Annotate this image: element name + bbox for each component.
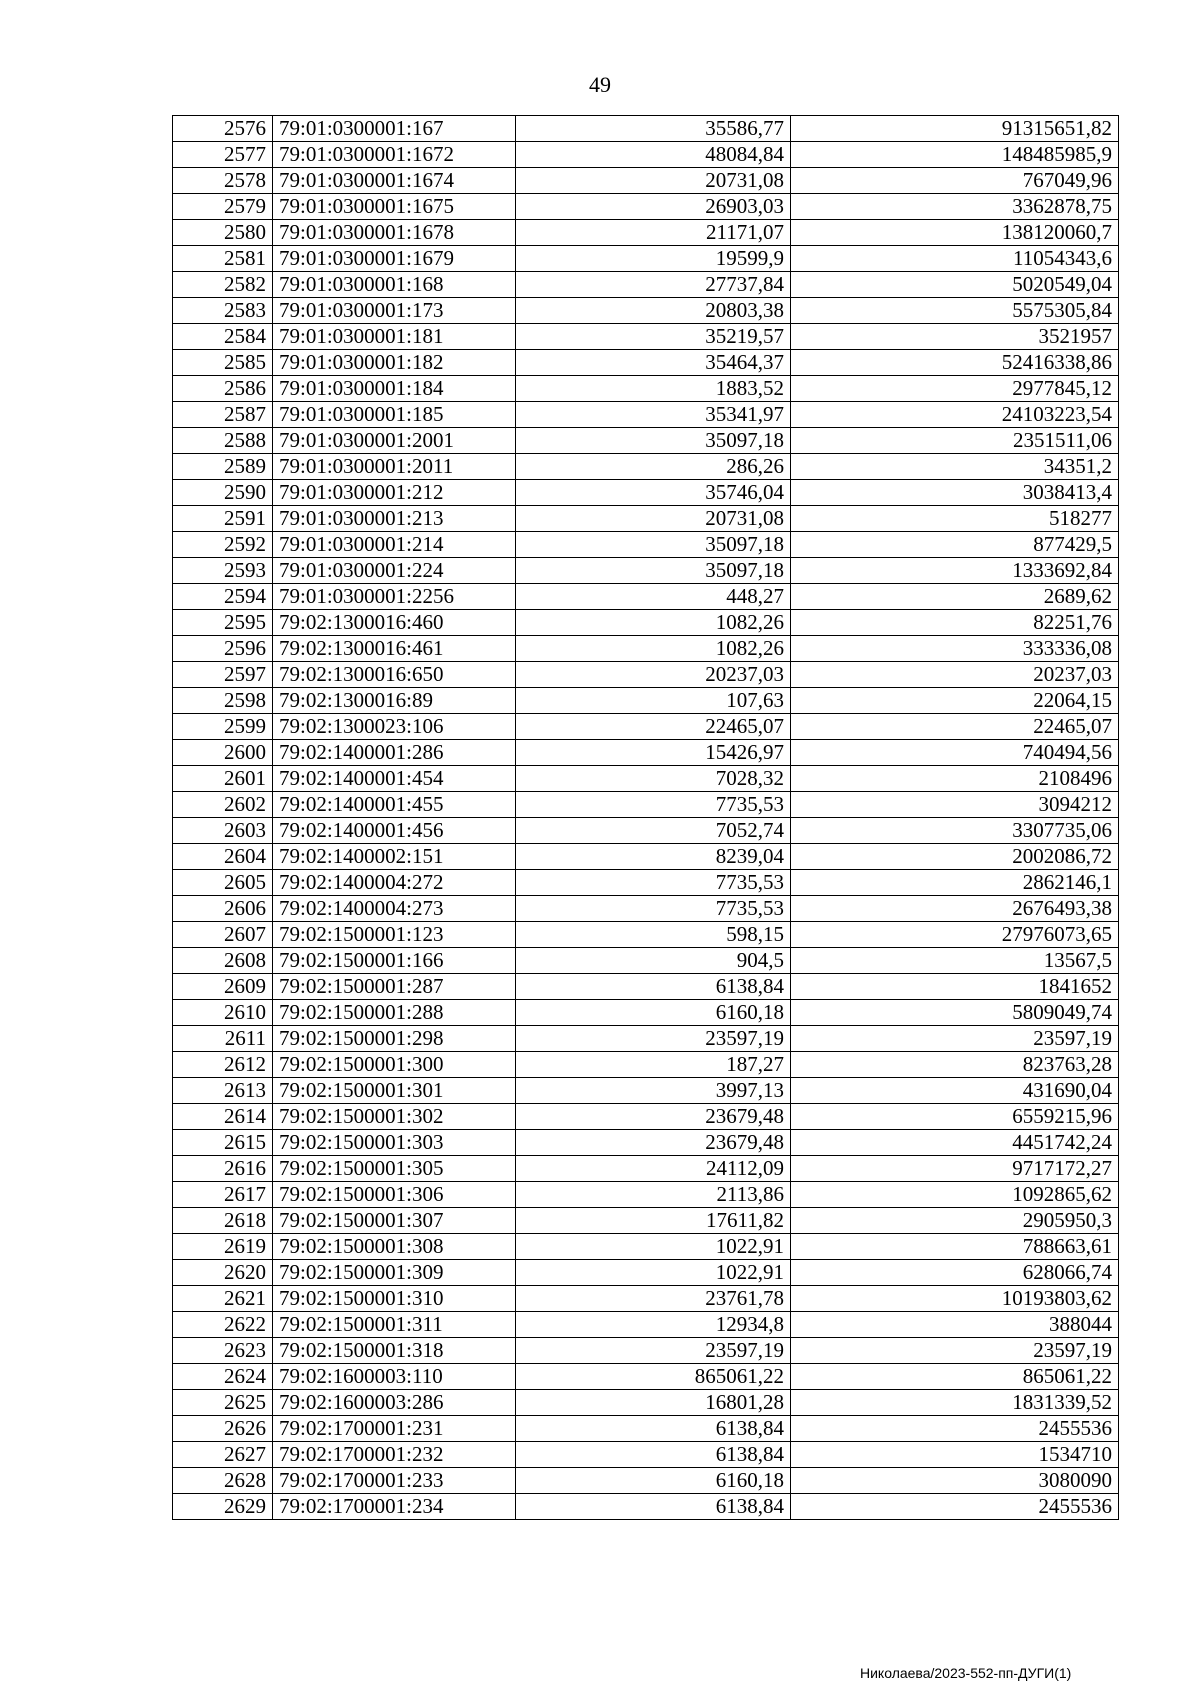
- table-row: [173, 818, 1119, 844]
- area-cell: 6138,84: [516, 1494, 791, 1520]
- row-number-cell: 2609: [173, 974, 273, 1000]
- area-cell: 6160,18: [516, 1468, 791, 1494]
- area-cell: 35097,18: [516, 558, 791, 584]
- area-cell: 2113,86: [516, 1182, 791, 1208]
- row-number-cell: 2593: [173, 558, 273, 584]
- area-cell: 22465,07: [516, 714, 791, 740]
- area-cell: 286,26: [516, 454, 791, 480]
- value-cell: 2351511,06: [791, 428, 1119, 454]
- row-number-cell: 2583: [173, 298, 273, 324]
- row-number-cell: 2626: [173, 1416, 273, 1442]
- cadastral-number-cell: 79:02:1500001:287: [273, 974, 516, 1000]
- area-cell: 21171,07: [516, 220, 791, 246]
- table-row: [173, 506, 1119, 532]
- table-row: [173, 662, 1119, 688]
- cadastral-number-cell: 79:02:1600003:110: [273, 1364, 516, 1390]
- cadastral-number-cell: 79:02:1600003:286: [273, 1390, 516, 1416]
- table-row: [173, 766, 1119, 792]
- table-row: [173, 116, 1119, 142]
- area-cell: 1082,26: [516, 610, 791, 636]
- cadastral-number-cell: 79:01:0300001:167: [273, 116, 516, 142]
- value-cell: 1333692,84: [791, 558, 1119, 584]
- document-footer: Николаева/2023-552-пп-ДУГИ(1): [860, 1665, 1072, 1681]
- area-cell: 35586,77: [516, 116, 791, 142]
- cadastral-number-cell: 79:02:1500001:310: [273, 1286, 516, 1312]
- row-number-cell: 2591: [173, 506, 273, 532]
- table-row: [173, 402, 1119, 428]
- cadastral-number-cell: 79:02:1700001:232: [273, 1442, 516, 1468]
- row-number-cell: 2604: [173, 844, 273, 870]
- cadastral-number-cell: 79:01:0300001:212: [273, 480, 516, 506]
- row-number-cell: 2623: [173, 1338, 273, 1364]
- cadastral-number-cell: 79:01:0300001:213: [273, 506, 516, 532]
- value-cell: 5809049,74: [791, 1000, 1119, 1026]
- table-row: [173, 1156, 1119, 1182]
- table-row: [173, 532, 1119, 558]
- value-cell: 2002086,72: [791, 844, 1119, 870]
- area-cell: 7028,32: [516, 766, 791, 792]
- cadastral-number-cell: 79:02:1400001:286: [273, 740, 516, 766]
- table-row: [173, 558, 1119, 584]
- cadastral-number-cell: 79:02:1700001:231: [273, 1416, 516, 1442]
- table-row: [173, 948, 1119, 974]
- value-cell: 388044: [791, 1312, 1119, 1338]
- table-row: [173, 1208, 1119, 1234]
- row-number-cell: 2597: [173, 662, 273, 688]
- value-cell: 5575305,84: [791, 298, 1119, 324]
- value-cell: 22064,15: [791, 688, 1119, 714]
- value-cell: 4451742,24: [791, 1130, 1119, 1156]
- cadastral-number-cell: 79:02:1400002:151: [273, 844, 516, 870]
- area-cell: 23597,19: [516, 1338, 791, 1364]
- row-number-cell: 2617: [173, 1182, 273, 1208]
- area-cell: 1082,26: [516, 636, 791, 662]
- value-cell: 2676493,38: [791, 896, 1119, 922]
- table-row: [173, 1026, 1119, 1052]
- area-cell: 448,27: [516, 584, 791, 610]
- area-cell: 20237,03: [516, 662, 791, 688]
- table-row: [173, 740, 1119, 766]
- cadastral-number-cell: 79:01:0300001:1672: [273, 142, 516, 168]
- area-cell: 865061,22: [516, 1364, 791, 1390]
- table-row: [173, 480, 1119, 506]
- table-row: [173, 376, 1119, 402]
- area-cell: 17611,82: [516, 1208, 791, 1234]
- table-row: [173, 974, 1119, 1000]
- row-number-cell: 2577: [173, 142, 273, 168]
- table-row: [173, 870, 1119, 896]
- cadastral-number-cell: 79:02:1500001:166: [273, 948, 516, 974]
- value-cell: 82251,76: [791, 610, 1119, 636]
- value-cell: 431690,04: [791, 1078, 1119, 1104]
- area-cell: 23679,48: [516, 1104, 791, 1130]
- cadastral-number-cell: 79:02:1400001:456: [273, 818, 516, 844]
- area-cell: 904,5: [516, 948, 791, 974]
- value-cell: 23597,19: [791, 1338, 1119, 1364]
- area-cell: 15426,97: [516, 740, 791, 766]
- cadastral-number-cell: 79:01:0300001:2011: [273, 454, 516, 480]
- value-cell: 138120060,7: [791, 220, 1119, 246]
- area-cell: 20803,38: [516, 298, 791, 324]
- area-cell: 35219,57: [516, 324, 791, 350]
- page-number: 49: [589, 72, 611, 97]
- cadastral-number-cell: 79:01:0300001:224: [273, 558, 516, 584]
- table-row: [173, 194, 1119, 220]
- table-row: [173, 1494, 1119, 1520]
- table-row: [173, 1364, 1119, 1390]
- cadastral-number-cell: 79:01:0300001:1674: [273, 168, 516, 194]
- row-number-cell: 2599: [173, 714, 273, 740]
- cadastral-number-cell: 79:02:1300016:460: [273, 610, 516, 636]
- cadastral-number-cell: 79:02:1500001:288: [273, 1000, 516, 1026]
- area-cell: 7735,53: [516, 870, 791, 896]
- row-number-cell: 2595: [173, 610, 273, 636]
- area-cell: 16801,28: [516, 1390, 791, 1416]
- row-number-cell: 2625: [173, 1390, 273, 1416]
- row-number-cell: 2603: [173, 818, 273, 844]
- row-number-cell: 2601: [173, 766, 273, 792]
- value-cell: 1831339,52: [791, 1390, 1119, 1416]
- cadastral-number-cell: 79:02:1500001:123: [273, 922, 516, 948]
- table-row: [173, 220, 1119, 246]
- cadastral-number-cell: 79:01:0300001:181: [273, 324, 516, 350]
- cadastral-number-cell: 79:02:1400004:272: [273, 870, 516, 896]
- area-cell: 20731,08: [516, 506, 791, 532]
- row-number-cell: 2600: [173, 740, 273, 766]
- row-number-cell: 2620: [173, 1260, 273, 1286]
- table-row: [173, 792, 1119, 818]
- row-number-cell: 2611: [173, 1026, 273, 1052]
- value-cell: 22465,07: [791, 714, 1119, 740]
- row-number-cell: 2579: [173, 194, 273, 220]
- value-cell: 9717172,27: [791, 1156, 1119, 1182]
- row-number-cell: 2619: [173, 1234, 273, 1260]
- table-row: [173, 1130, 1119, 1156]
- value-cell: 767049,96: [791, 168, 1119, 194]
- row-number-cell: 2598: [173, 688, 273, 714]
- cadastral-number-cell: 79:02:1300016:89: [273, 688, 516, 714]
- cadastral-number-cell: 79:02:1500001:309: [273, 1260, 516, 1286]
- cadastral-number-cell: 79:02:1300023:106: [273, 714, 516, 740]
- row-number-cell: 2588: [173, 428, 273, 454]
- row-number-cell: 2592: [173, 532, 273, 558]
- table-row: [173, 1286, 1119, 1312]
- cadastral-number-cell: 79:02:1500001:300: [273, 1052, 516, 1078]
- cadastral-number-cell: 79:01:0300001:168: [273, 272, 516, 298]
- value-cell: 52416338,86: [791, 350, 1119, 376]
- value-cell: 6559215,96: [791, 1104, 1119, 1130]
- value-cell: 91315651,82: [791, 116, 1119, 142]
- cadastral-number-cell: 79:02:1500001:305: [273, 1156, 516, 1182]
- table-row: [173, 1078, 1119, 1104]
- cadastral-number-cell: 79:01:0300001:2001: [273, 428, 516, 454]
- row-number-cell: 2582: [173, 272, 273, 298]
- area-cell: 1883,52: [516, 376, 791, 402]
- value-cell: 23597,19: [791, 1026, 1119, 1052]
- value-cell: 10193803,62: [791, 1286, 1119, 1312]
- row-number-cell: 2614: [173, 1104, 273, 1130]
- cadastral-number-cell: 79:01:0300001:1678: [273, 220, 516, 246]
- row-number-cell: 2605: [173, 870, 273, 896]
- area-cell: 27737,84: [516, 272, 791, 298]
- cadastral-number-cell: 79:01:0300001:2256: [273, 584, 516, 610]
- cadastral-number-cell: 79:02:1400004:273: [273, 896, 516, 922]
- cadastral-number-cell: 79:02:1300016:461: [273, 636, 516, 662]
- table-row: [173, 272, 1119, 298]
- area-cell: 12934,8: [516, 1312, 791, 1338]
- table-row: [173, 1338, 1119, 1364]
- table-row: [173, 298, 1119, 324]
- area-cell: 1022,91: [516, 1260, 791, 1286]
- cadastral-number-cell: 79:01:0300001:173: [273, 298, 516, 324]
- row-number-cell: 2615: [173, 1130, 273, 1156]
- cadastral-number-cell: 79:01:0300001:185: [273, 402, 516, 428]
- value-cell: 27976073,65: [791, 922, 1119, 948]
- area-cell: 23597,19: [516, 1026, 791, 1052]
- area-cell: 8239,04: [516, 844, 791, 870]
- table-row: [173, 584, 1119, 610]
- table-row: [173, 1182, 1119, 1208]
- value-cell: 740494,56: [791, 740, 1119, 766]
- value-cell: 2905950,3: [791, 1208, 1119, 1234]
- value-cell: 20237,03: [791, 662, 1119, 688]
- value-cell: 3521957: [791, 324, 1119, 350]
- value-cell: 333336,08: [791, 636, 1119, 662]
- row-number-cell: 2613: [173, 1078, 273, 1104]
- row-number-cell: 2621: [173, 1286, 273, 1312]
- row-number-cell: 2578: [173, 168, 273, 194]
- table-row: [173, 1104, 1119, 1130]
- cadastral-number-cell: 79:01:0300001:214: [273, 532, 516, 558]
- row-number-cell: 2576: [173, 116, 273, 142]
- cadastral-number-cell: 79:02:1400001:455: [273, 792, 516, 818]
- row-number-cell: 2590: [173, 480, 273, 506]
- row-number-cell: 2606: [173, 896, 273, 922]
- table-body: [173, 116, 1119, 1520]
- row-number-cell: 2610: [173, 1000, 273, 1026]
- area-cell: 7735,53: [516, 896, 791, 922]
- area-cell: 20731,08: [516, 168, 791, 194]
- row-number-cell: 2624: [173, 1364, 273, 1390]
- value-cell: 148485985,9: [791, 142, 1119, 168]
- row-number-cell: 2581: [173, 246, 273, 272]
- value-cell: 1534710: [791, 1442, 1119, 1468]
- cadastral-number-cell: 79:01:0300001:1679: [273, 246, 516, 272]
- area-cell: 6138,84: [516, 1442, 791, 1468]
- cadastral-number-cell: 79:02:1500001:303: [273, 1130, 516, 1156]
- table-row: [173, 428, 1119, 454]
- table-row: [173, 844, 1119, 870]
- cadastral-number-cell: 79:02:1500001:318: [273, 1338, 516, 1364]
- value-cell: 3307735,06: [791, 818, 1119, 844]
- area-cell: 26903,03: [516, 194, 791, 220]
- cadastral-number-cell: 79:02:1700001:234: [273, 1494, 516, 1520]
- table-row: [173, 1052, 1119, 1078]
- cadastral-number-cell: 79:02:1500001:311: [273, 1312, 516, 1338]
- value-cell: 2977845,12: [791, 376, 1119, 402]
- cadastral-number-cell: 79:02:1500001:306: [273, 1182, 516, 1208]
- value-cell: 3080090: [791, 1468, 1119, 1494]
- row-number-cell: 2584: [173, 324, 273, 350]
- value-cell: 518277: [791, 506, 1119, 532]
- value-cell: 3362878,75: [791, 194, 1119, 220]
- row-number-cell: 2589: [173, 454, 273, 480]
- cadastral-number-cell: 79:02:1300016:650: [273, 662, 516, 688]
- row-number-cell: 2608: [173, 948, 273, 974]
- row-number-cell: 2586: [173, 376, 273, 402]
- value-cell: 1092865,62: [791, 1182, 1119, 1208]
- row-number-cell: 2627: [173, 1442, 273, 1468]
- cadastral-number-cell: 79:02:1700001:233: [273, 1468, 516, 1494]
- table-row: [173, 350, 1119, 376]
- row-number-cell: 2629: [173, 1494, 273, 1520]
- table-row: [173, 922, 1119, 948]
- area-cell: 6138,84: [516, 1416, 791, 1442]
- area-cell: 35097,18: [516, 428, 791, 454]
- area-cell: 3997,13: [516, 1078, 791, 1104]
- value-cell: 788663,61: [791, 1234, 1119, 1260]
- area-cell: 35097,18: [516, 532, 791, 558]
- area-cell: 35341,97: [516, 402, 791, 428]
- table-row: [173, 1416, 1119, 1442]
- area-cell: 35746,04: [516, 480, 791, 506]
- value-cell: 13567,5: [791, 948, 1119, 974]
- value-cell: 2689,62: [791, 584, 1119, 610]
- row-number-cell: 2596: [173, 636, 273, 662]
- row-number-cell: 2602: [173, 792, 273, 818]
- table-row: [173, 1234, 1119, 1260]
- area-cell: 23761,78: [516, 1286, 791, 1312]
- row-number-cell: 2585: [173, 350, 273, 376]
- value-cell: 2862146,1: [791, 870, 1119, 896]
- value-cell: 2455536: [791, 1494, 1119, 1520]
- area-cell: 187,27: [516, 1052, 791, 1078]
- cadastral-number-cell: 79:02:1500001:307: [273, 1208, 516, 1234]
- row-number-cell: 2594: [173, 584, 273, 610]
- value-cell: 11054343,6: [791, 246, 1119, 272]
- table-row: [173, 896, 1119, 922]
- area-cell: 24112,09: [516, 1156, 791, 1182]
- area-cell: 7052,74: [516, 818, 791, 844]
- area-cell: 35464,37: [516, 350, 791, 376]
- value-cell: 877429,5: [791, 532, 1119, 558]
- value-cell: 865061,22: [791, 1364, 1119, 1390]
- value-cell: 24103223,54: [791, 402, 1119, 428]
- cadastral-number-cell: 79:02:1500001:302: [273, 1104, 516, 1130]
- value-cell: 3094212: [791, 792, 1119, 818]
- value-cell: 823763,28: [791, 1052, 1119, 1078]
- table-row: [173, 1442, 1119, 1468]
- value-cell: 3038413,4: [791, 480, 1119, 506]
- area-cell: 48084,84: [516, 142, 791, 168]
- value-cell: 2455536: [791, 1416, 1119, 1442]
- cadastral-number-cell: 79:01:0300001:182: [273, 350, 516, 376]
- table-row: [173, 1312, 1119, 1338]
- area-cell: 1022,91: [516, 1234, 791, 1260]
- area-cell: 7735,53: [516, 792, 791, 818]
- row-number-cell: 2618: [173, 1208, 273, 1234]
- table-row: [173, 168, 1119, 194]
- cadastral-number-cell: 79:01:0300001:184: [273, 376, 516, 402]
- table-row: [173, 610, 1119, 636]
- area-cell: 6160,18: [516, 1000, 791, 1026]
- table-row: [173, 688, 1119, 714]
- cadastral-number-cell: 79:01:0300001:1675: [273, 194, 516, 220]
- table-row: [173, 1260, 1119, 1286]
- table-row: [173, 1000, 1119, 1026]
- value-cell: 34351,2: [791, 454, 1119, 480]
- row-number-cell: 2587: [173, 402, 273, 428]
- value-cell: 628066,74: [791, 1260, 1119, 1286]
- table-row: [173, 636, 1119, 662]
- area-cell: 598,15: [516, 922, 791, 948]
- table-row: [173, 324, 1119, 350]
- row-number-cell: 2622: [173, 1312, 273, 1338]
- row-number-cell: 2628: [173, 1468, 273, 1494]
- row-number-cell: 2612: [173, 1052, 273, 1078]
- row-number-cell: 2580: [173, 220, 273, 246]
- cadastral-number-cell: 79:02:1500001:308: [273, 1234, 516, 1260]
- cadastral-number-cell: 79:02:1500001:301: [273, 1078, 516, 1104]
- area-cell: 23679,48: [516, 1130, 791, 1156]
- table-row: [173, 142, 1119, 168]
- cadastral-table: [172, 115, 1119, 1520]
- table-row: [173, 1390, 1119, 1416]
- area-cell: 107,63: [516, 688, 791, 714]
- area-cell: 19599,9: [516, 246, 791, 272]
- value-cell: 1841652: [791, 974, 1119, 1000]
- value-cell: 2108496: [791, 766, 1119, 792]
- value-cell: 5020549,04: [791, 272, 1119, 298]
- cadastral-number-cell: 79:02:1400001:454: [273, 766, 516, 792]
- table-row: [173, 1468, 1119, 1494]
- table-row: [173, 454, 1119, 480]
- row-number-cell: 2607: [173, 922, 273, 948]
- cadastral-number-cell: 79:02:1500001:298: [273, 1026, 516, 1052]
- row-number-cell: 2616: [173, 1156, 273, 1182]
- area-cell: 6138,84: [516, 974, 791, 1000]
- table-row: [173, 246, 1119, 272]
- table-row: [173, 714, 1119, 740]
